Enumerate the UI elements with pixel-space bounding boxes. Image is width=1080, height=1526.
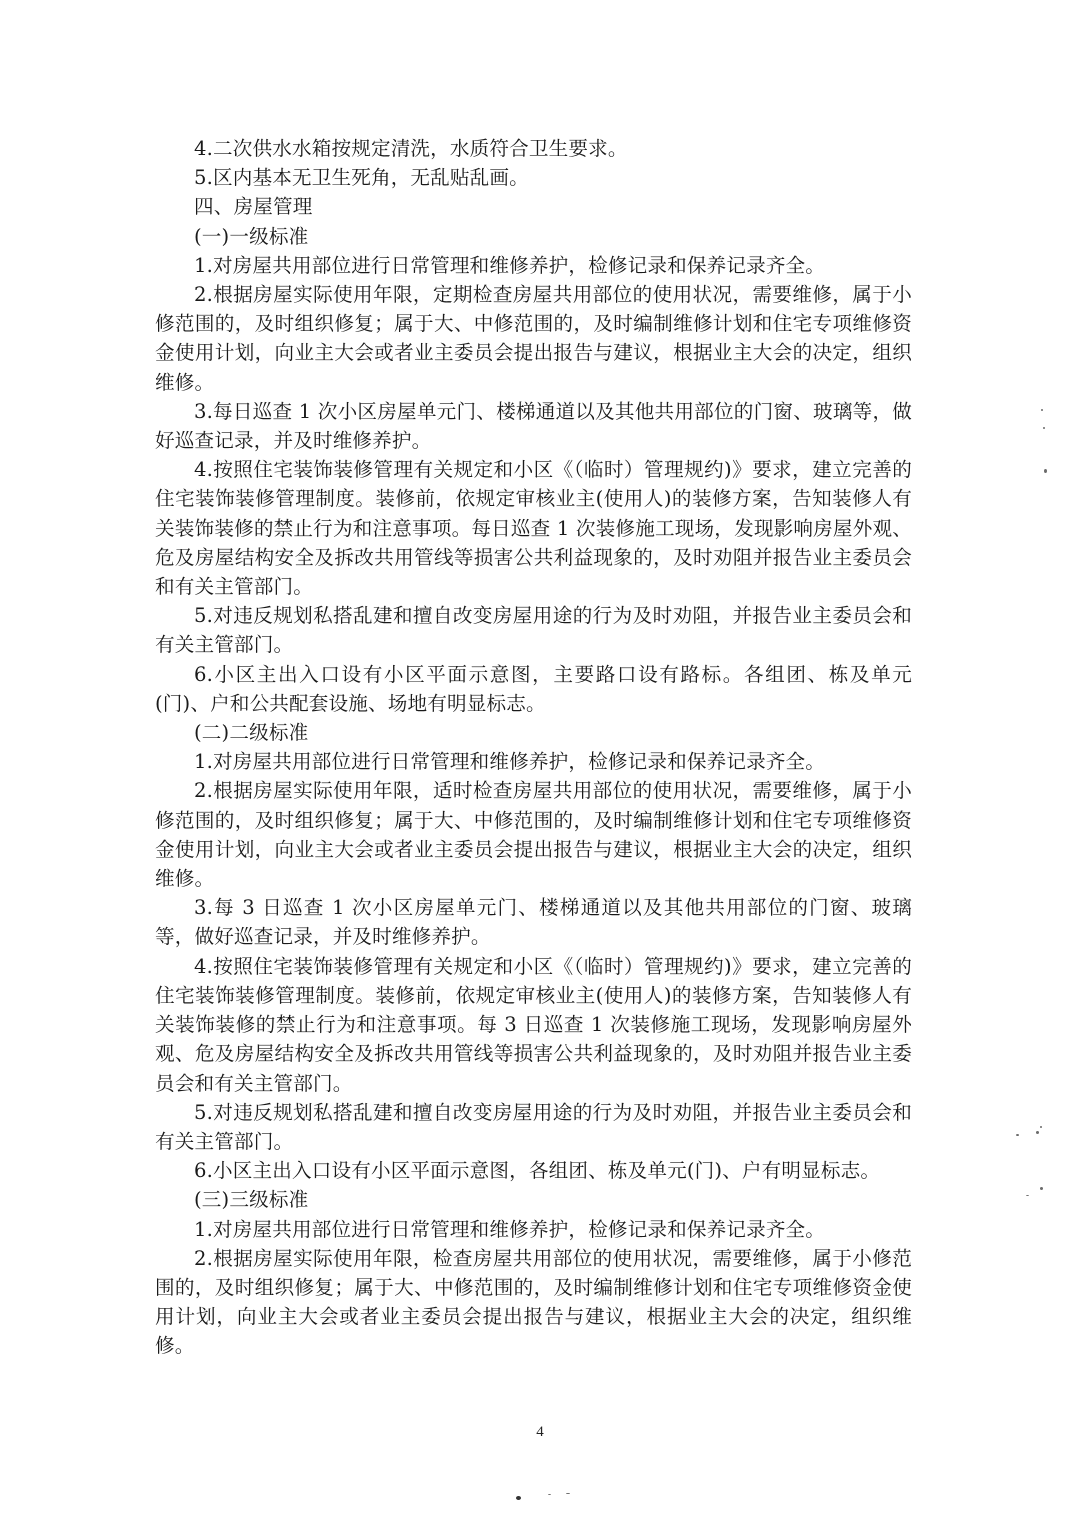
scan-speck (566, 1493, 570, 1494)
scan-speck (1040, 1126, 1042, 1128)
subheading-level-1: (一)一级标准 (194, 224, 309, 248)
scan-speck (1016, 1134, 1019, 1136)
document-body (155, 134, 912, 1361)
paragraph: 3.每 3 日巡查 1 次小区房屋单元门、楼梯通道以及其他共用部位的门窗、玻璃等，做好巡查记录，并及时维修养护。 (155, 896, 912, 949)
paragraph-sanitation: 5.区内基本无卫生死角，无乱贴乱画。 (194, 166, 529, 190)
scan-speck (1044, 469, 1047, 473)
scan-speck (1036, 1131, 1039, 1134)
paragraph: 1.对房屋共用部位进行日常管理和维修养护，检修记录和保养记录齐全。 (194, 1217, 826, 1241)
page-number: 4 (536, 1424, 544, 1440)
paragraph: 4.按照住宅装饰装修管理有关规定和小区《（临时）管理规约)》要求，建立完善的住宅装饰装修管理制度。装修前，依规定审核业主(使用人)的装修方案，告知装修人有关装饰装修的禁止行为和注意事项。每 3 日巡查 1 次装修施工现场，发现影响房屋外观、危及房屋结构安全及拆改共用管线等损害公共利益现象的，及时劝阻并报告业主委员会和有关主管部门。 (155, 954, 912, 1095)
scan-speck (548, 1494, 551, 1495)
paragraph: 5.对违反规划私搭乱建和擅自改变房屋用途的行为及时劝阻，并报告业主委员会和有关主管部门。 (155, 1100, 912, 1153)
scan-speck (516, 1496, 521, 1500)
subheading-level-2: (二)二级标准 (194, 721, 309, 745)
scan-speck (1040, 1187, 1043, 1190)
scan-speck (1043, 427, 1045, 429)
section-heading-housing: 四、房屋管理 (194, 195, 313, 219)
scan-speck (1041, 409, 1043, 411)
subheading-level-3: (三)三级标准 (194, 1188, 309, 1212)
paragraph: 1.对房屋共用部位进行日常管理和维修养护，检修记录和保养记录齐全。 (194, 750, 826, 774)
paragraph: 2.根据房屋实际使用年限，定期检查房屋共用部位的使用状况，需要维修，属于小修范围的，及时组织修复；属于大、中修范围的，及时编制维修计划和住宅专项维修资金使用计划，向业主大会或者业主委员会提出报告与建议，根据业主大会的决定，组织维修。 (155, 283, 912, 394)
paragraph: 5.对违反规划私搭乱建和擅自改变房屋用途的行为及时劝阻，并报告业主委员会和有关主管部门。 (155, 604, 912, 657)
scan-speck (1026, 1195, 1029, 1196)
paragraph-water-tank: 4.二次供水水箱按规定清洗，水质符合卫生要求。 (194, 137, 628, 160)
paragraph: 3.每日巡查 1 次小区房屋单元门、楼梯通道以及其他共用部位的门窗、玻璃等，做好巡查记录，并及时维修养护。 (155, 399, 912, 453)
paragraph: 2.根据房屋实际使用年限，检查房屋共用部位的使用状况，需要维修，属于小修范围的，及时组织修复；属于大、中修范围的，及时编制维修计划和住宅专项维修资金使用计划，向业主大会或者业主委员会提出报告与建议，根据业主大会的决定，组织维修。 (155, 1246, 912, 1358)
paragraph: 6.小区主出入口设有小区平面示意图，主要路口设有路标。各组团、栋及单元(门)、户和公共配套设施、场地有明显标志。 (155, 662, 912, 715)
paragraph: 6.小区主出入口设有小区平面示意图，各组团、栋及单元(门)、户有明显标志。 (194, 1159, 881, 1183)
paragraph: 2.根据房屋实际使用年限，适时检查房屋共用部位的使用状况，需要维修，属于小修范围的，及时组织修复；属于大、中修范围的，及时编制维修计划和住宅专项维修资金使用计划，向业主大会或者业主委员会提出报告与建议，根据业主大会的决定，组织维修。 (155, 779, 912, 891)
paragraph: 4.按照住宅装饰装修管理有关规定和小区《（临时）管理规约)》要求，建立完善的住宅装饰装修管理制度。装修前，依规定审核业主(使用人)的装修方案，告知装修人有关装饰装修的禁止行为和注意事项。每日巡查 1 次装修施工现场，发现影响房屋外观、危及房屋结构安全及拆改共用管线等损害公共利益现象的，及时劝阻并报告业主委员会和有关主管部门。 (155, 458, 912, 599)
paragraph: 1.对房屋共用部位进行日常管理和维修养护，检修记录和保养记录齐全。 (194, 253, 826, 277)
